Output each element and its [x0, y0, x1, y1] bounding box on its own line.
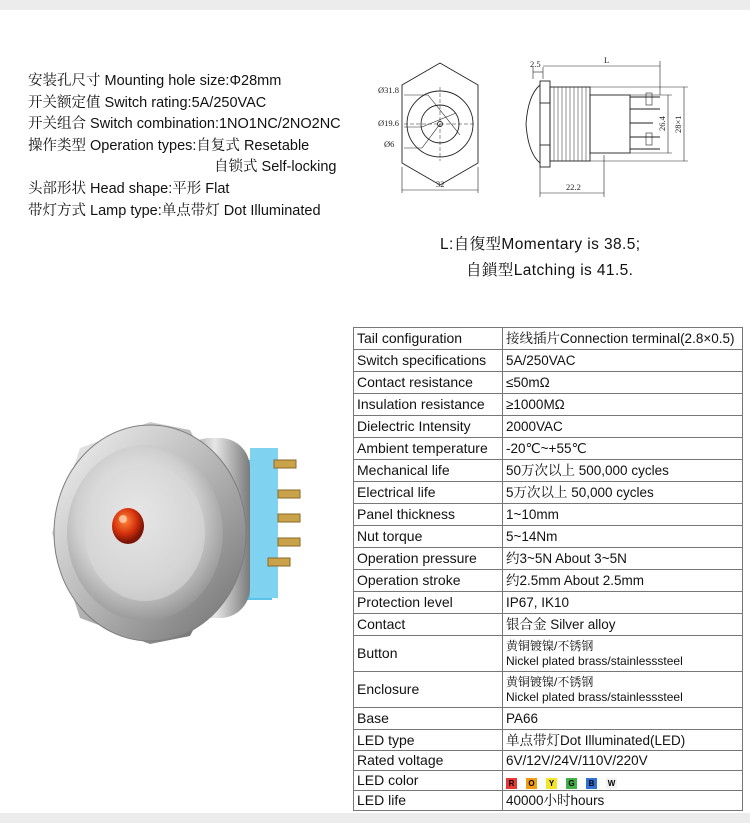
- table-row: [354, 708, 743, 730]
- led-color-swatch: W: [607, 778, 616, 788]
- bottom-band: [0, 813, 750, 823]
- technical-drawing: [368, 55, 744, 205]
- row-value: 接线插片Connection terminal(2.8×0.5): [503, 328, 743, 350]
- row-label: Button: [354, 636, 503, 672]
- row-label: Dielectric Intensity: [354, 416, 503, 438]
- row-value: PA66: [503, 708, 743, 730]
- dim-thread: 28×1: [673, 115, 683, 133]
- row-value: -20℃~+55℃: [503, 438, 743, 460]
- spec-operation-types: 操作类型 Operation types:自复式 Resetable: [28, 137, 310, 154]
- row-label: Contact: [354, 614, 503, 636]
- table-row: [354, 730, 743, 751]
- dim-d1: Ø31.8: [378, 85, 400, 95]
- row-value-en: Nickel plated brass/stainlesssteel: [506, 689, 683, 704]
- top-band: [0, 0, 750, 10]
- led-color-swatch: G: [566, 778, 577, 789]
- row-value: 5万次以上 50,000 cycles: [503, 482, 743, 504]
- row-value: 单点带灯Dot Illuminated(LED): [503, 730, 743, 751]
- row-value: 50万次以上 500,000 cycles: [503, 460, 743, 482]
- row-label: Contact resistance: [354, 372, 503, 394]
- table-row: [354, 526, 743, 548]
- table-row: [354, 570, 743, 592]
- dim-d3: Ø6: [384, 139, 395, 149]
- spec-mounting-hole: 安装孔尺寸 Mounting hole size:Φ28mm: [28, 73, 282, 89]
- row-value: 6V/12V/24V/110V/220V: [503, 751, 743, 771]
- row-value-zh: 黄铜镀镍/不锈钢: [506, 674, 594, 689]
- table-row: [354, 791, 743, 811]
- row-label: LED type: [354, 730, 503, 751]
- table-row: [354, 548, 743, 570]
- dim-L: L: [604, 55, 610, 65]
- dim-width: 32: [436, 179, 445, 189]
- row-value: 2000VAC: [503, 416, 743, 438]
- table-row: [354, 328, 743, 350]
- table-row: [354, 751, 743, 771]
- row-label: Insulation resistance: [354, 394, 503, 416]
- table-row: [354, 482, 743, 504]
- row-label: LED color: [354, 771, 503, 791]
- row-value: 银合金 Silver alloy: [503, 614, 743, 636]
- table-row: [354, 416, 743, 438]
- table-row: [354, 504, 743, 526]
- dim-nut: 26.4: [657, 116, 667, 131]
- dim-top: 2.5: [530, 59, 541, 69]
- specs-text: [28, 71, 341, 222]
- table-row: [354, 672, 743, 708]
- row-value: IP67, IK10: [503, 592, 743, 614]
- spec-lamp-type: 带灯方式 Lamp type:单点带灯 Dot Illuminated: [28, 202, 321, 219]
- row-value: 5~14Nm: [503, 526, 743, 548]
- row-value-zh: 黄铜镀镍/不锈钢: [506, 638, 594, 653]
- switch-product-image: [40, 408, 340, 653]
- row-value: [503, 672, 743, 708]
- spec-switch-rating: 开关额定值 Switch rating:5A/250VAC: [28, 94, 267, 111]
- led-color-swatch: Y: [546, 778, 557, 789]
- row-label: Switch specifications: [354, 350, 503, 372]
- row-value: 约3~5N About 3~5N: [503, 548, 743, 570]
- table-row: [354, 372, 743, 394]
- row-value: ≥1000MΩ: [503, 394, 743, 416]
- table-row: [354, 614, 743, 636]
- spec-table: [353, 327, 743, 811]
- row-value: 约2.5mm About 2.5mm: [503, 570, 743, 592]
- row-label: LED life: [354, 791, 503, 811]
- table-row: [354, 636, 743, 672]
- row-label: Protection level: [354, 592, 503, 614]
- row-label: Rated voltage: [354, 751, 503, 771]
- table-row: [354, 592, 743, 614]
- length-notes: [440, 232, 640, 284]
- row-label: Electrical life: [354, 482, 503, 504]
- row-value-en: Nickel plated brass/stainlesssteel: [506, 653, 683, 668]
- row-label: Panel thickness: [354, 504, 503, 526]
- note-momentary: L:自復型Momentary is 38.5;: [440, 236, 641, 253]
- row-label: Nut torque: [354, 526, 503, 548]
- row-label: Enclosure: [354, 672, 503, 708]
- row-value: [503, 636, 743, 672]
- dim-bottom: 22.2: [566, 182, 581, 192]
- row-value: 1~10mm: [503, 504, 743, 526]
- table-row: [354, 438, 743, 460]
- dim-d2: Ø19.6: [378, 118, 400, 128]
- table-row: [354, 394, 743, 416]
- row-label: Ambient temperature: [354, 438, 503, 460]
- table-row: [354, 350, 743, 372]
- spec-switch-combination: 开关组合 Switch combination:1NO1NC/2NO2NC: [28, 116, 341, 133]
- led-color-swatch: B: [586, 778, 597, 789]
- row-label: Base: [354, 708, 503, 730]
- row-label: Tail configuration: [354, 328, 503, 350]
- row-value: 5A/250VAC: [503, 350, 743, 372]
- row-value: [503, 771, 743, 791]
- row-label: Operation stroke: [354, 570, 503, 592]
- row-label: Operation pressure: [354, 548, 503, 570]
- row-label: Mechanical life: [354, 460, 503, 482]
- note-latching: 自鎖型Latching is 41.5.: [466, 262, 634, 279]
- row-value: ≤50mΩ: [503, 372, 743, 394]
- spec-operation-types-2: 自锁式 Self-locking: [214, 159, 337, 176]
- led-color-swatch: R: [506, 778, 517, 789]
- table-row: [354, 771, 743, 791]
- led-color-swatch: O: [526, 778, 537, 789]
- spec-head-shape: 头部形状 Head shape:平形 Flat: [28, 180, 230, 197]
- row-value: 40000小时hours: [503, 791, 743, 811]
- table-row: [354, 460, 743, 482]
